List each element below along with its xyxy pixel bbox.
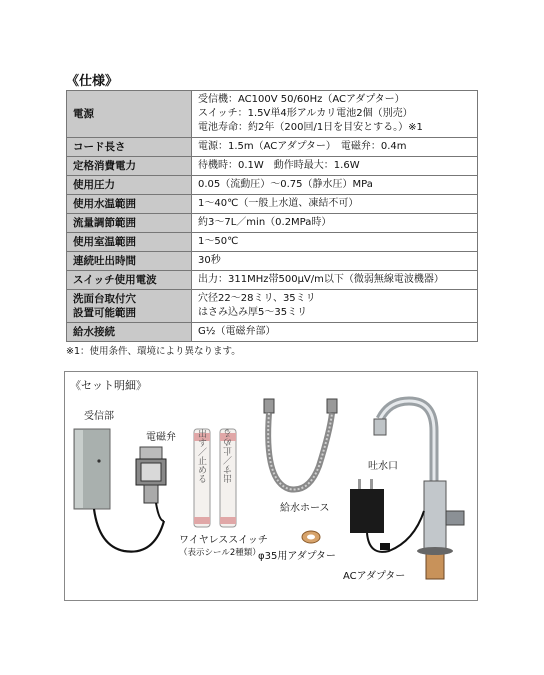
spec-value-line: 約3〜7L／min（0.2MPa時） [198, 217, 332, 228]
spec-value-line: 30秒 [198, 255, 221, 266]
spec-row [67, 91, 478, 138]
label-solenoid-valve: 電磁弁 [146, 432, 176, 443]
spec-key: 使用室温範囲 [67, 233, 192, 252]
spec-key: 使用圧力 [67, 176, 192, 195]
spec-value [192, 138, 478, 157]
supply-hose-image [264, 399, 337, 490]
parts-illustration [64, 371, 476, 599]
set-title: 《セット明細》 [70, 379, 147, 392]
spec-value-line: はさみ込み厚5〜35ミリ [198, 307, 308, 318]
spec-key: 連続吐出時間 [67, 252, 192, 271]
spec-value-line: G½（電磁弁部） [198, 326, 276, 337]
spec-key: 洗面台取付穴 設置可能範囲 [67, 290, 192, 323]
label-wireless-switch: ワイヤレススイッチ [179, 535, 268, 546]
spec-table [66, 90, 478, 342]
spec-value [192, 252, 478, 271]
spec-row [67, 195, 478, 214]
footnote: ※1：使用条件、環境により異なります。 [66, 346, 241, 357]
spec-value-line: 電池寿命：約2年（200回/1日を目安とする。）※1 [198, 122, 423, 133]
adapter-35-image [302, 531, 320, 543]
label-adapter-35: φ35用アダプター [258, 551, 336, 562]
spec-value-line: 1〜40℃（一般上水道、凍結不可） [198, 198, 359, 209]
spec-value-line: 0.05（流動圧）〜0.75（静水圧）MPa [198, 179, 373, 190]
spec-value-line: スイッチ：1.5V単4形アルカリ電池2個（別売） [198, 108, 413, 119]
spec-row [67, 290, 478, 323]
spec-row [67, 271, 478, 290]
spec-row [67, 157, 478, 176]
spec-key: スイッチ使用電波 [67, 271, 192, 290]
spec-key: 使用水温範囲 [67, 195, 192, 214]
sticker-text-1: 出す／止める [196, 429, 206, 483]
sticker-text-2: 出す／止める [224, 429, 234, 483]
spec-value [192, 176, 478, 195]
spec-title: 《仕様》 [66, 74, 119, 89]
label-ac-adapter: ACアダプター [343, 571, 406, 582]
spec-value-line: 1〜50℃ [198, 236, 239, 247]
spec-value-line: 電源：1.5m（ACアダプター） 電磁弁：0.4m [198, 141, 407, 152]
spec-row [67, 214, 478, 233]
spec-row [67, 252, 478, 271]
spec-row [67, 176, 478, 195]
spec-value [192, 195, 478, 214]
spec-row [67, 233, 478, 252]
label-receiver: 受信部 [84, 411, 114, 422]
spec-value [192, 214, 478, 233]
spec-value-line: 受信機：AC100V 50/60Hz（ACアダプター） [198, 94, 405, 105]
ac-adapter-image [350, 479, 424, 552]
spec-value-line: 穴径22〜28ミリ、35ミリ [198, 293, 316, 304]
spec-value [192, 233, 478, 252]
spec-value [192, 323, 478, 342]
spec-value-line: 待機時：0.1W 動作時最大：1.6W [198, 160, 360, 171]
spec-key: 電源 [67, 91, 192, 138]
spec-value-line: 出力：311MHz帯500μV/m以下（微弱無線電波機器） [198, 274, 444, 285]
spec-row [67, 138, 478, 157]
spec-value [192, 271, 478, 290]
solenoid-valve-image [136, 447, 166, 521]
label-spout: 吐水口 [368, 461, 398, 472]
label-switch-sub: （表示シール2種類） [179, 548, 261, 558]
spec-value [192, 157, 478, 176]
spec-value [192, 290, 478, 323]
spec-key: 流量調節範囲 [67, 214, 192, 233]
spec-key: コード長さ [67, 138, 192, 157]
label-supply-hose: 給水ホース [280, 503, 330, 514]
spec-key: 給水接続 [67, 323, 192, 342]
spec-value [192, 91, 478, 138]
spec-key: 定格消費電力 [67, 157, 192, 176]
spec-row [67, 323, 478, 342]
